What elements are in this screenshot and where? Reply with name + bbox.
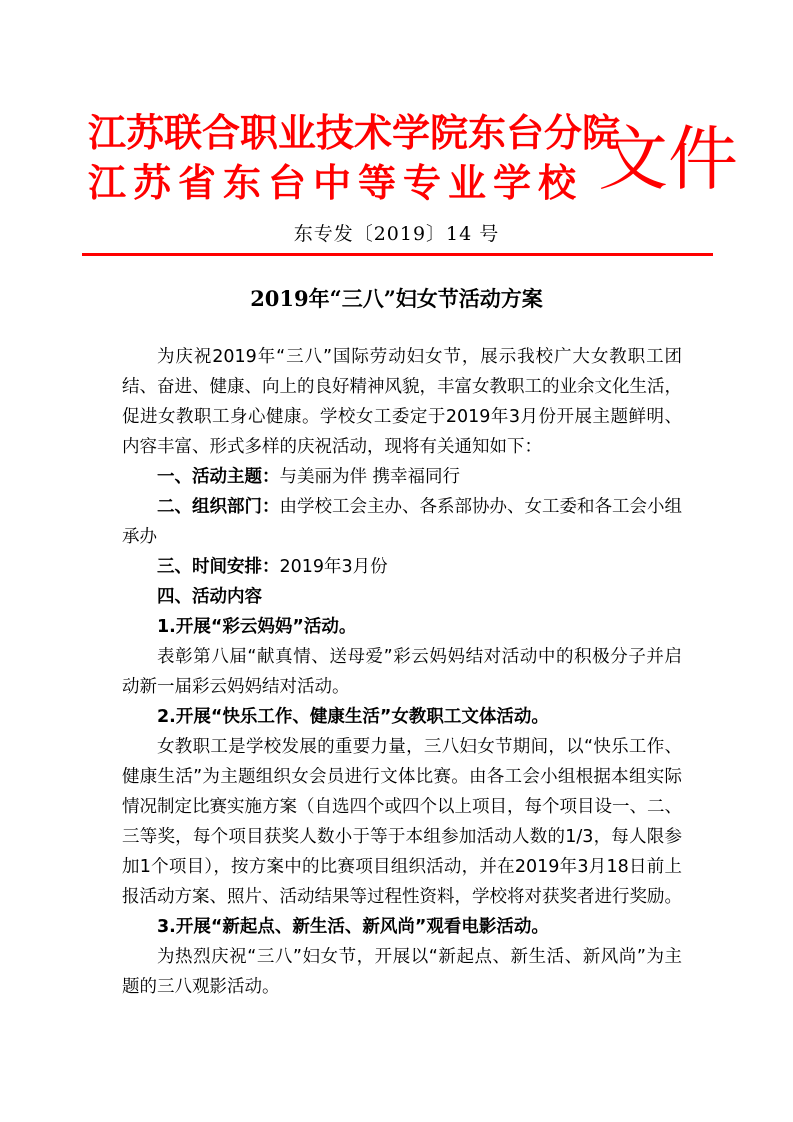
section-theme bbox=[122, 462, 682, 492]
section-organizers bbox=[122, 492, 682, 552]
red-header-rule bbox=[82, 253, 713, 256]
activity-1-text: 表彰第八届“献真情、送母爱”彩云妈妈结对活动中的积极分子并启动新一届彩云妈妈结对活动。 bbox=[122, 647, 682, 697]
section-schedule bbox=[122, 552, 682, 582]
section-organizers-value: 由学校工会主办、各系部协办、女工委和各工会小组承办 bbox=[122, 497, 682, 547]
school-name-line-2: 江苏省东台中等专业学校 bbox=[88, 161, 584, 205]
intro-paragraph: 为庆祝2019年“三八”国际劳动妇女节，展示我校广大女教职工团结、奋进、健康、向上的良好精神风貌，丰富女教职工的业余文化生活，促进女教职工身心健康。学校女工委定于2019年3月份开展主题鲜明、内容丰富、形式多样的庆祝活动，现将有关通知如下： bbox=[122, 347, 682, 457]
section-schedule-value: 2019年3月份 bbox=[279, 557, 388, 577]
activity-1-heading: 1.开展“彩云妈妈”活动。 bbox=[157, 617, 357, 637]
document-type-label: 文件 bbox=[598, 118, 738, 200]
page-title: 2019年“三八”妇女节活动方案 bbox=[250, 286, 543, 311]
activity-3-text: 为热烈庆祝“三八”妇女节，开展以“新起点、新生活、新风尚”为主题的三八观影活动。 bbox=[122, 947, 682, 997]
school-name-line-1: 江苏联合职业技术学院东台分院 bbox=[88, 111, 621, 155]
activity-2-text: 女教职工是学校发展的重要力量，三八妇女节期间，以“快乐工作、健康生活”为主题组织女会员进行文体比赛。由各工会小组根据本组实际情况制定比赛实施方案（自选四个或四个以上项目，每个项目设一、二、三等奖，每个项目获奖人数小于等于本组参加活动人数的1/3，每人限参加1个项目），按方案中的比赛项目组织活动，并在2019年3月18日前上报活动方案、照片、活动结果等过程性资料，学校将对获奖者进行奖励。 bbox=[122, 737, 682, 907]
activity-3-heading: 3.开展“新起点、新生活、新风尚”观看电影活动。 bbox=[157, 917, 549, 937]
document-body bbox=[122, 342, 682, 1002]
issuing-schools bbox=[88, 108, 621, 208]
section-organizers-label: 二、组织部门： bbox=[157, 497, 280, 517]
section-theme-value: 与美丽为伴 携幸福同行 bbox=[279, 467, 461, 487]
section-activities-heading: 四、活动内容 bbox=[157, 587, 262, 607]
activity-2-heading: 2.开展“快乐工作、健康生活”女教职工文体活动。 bbox=[157, 707, 549, 727]
document-header bbox=[88, 108, 738, 218]
section-theme-label: 一、活动主题： bbox=[157, 467, 280, 487]
document-number: 东专发〔2019〕14 号 bbox=[293, 223, 500, 245]
section-schedule-label: 三、时间安排： bbox=[157, 557, 280, 577]
